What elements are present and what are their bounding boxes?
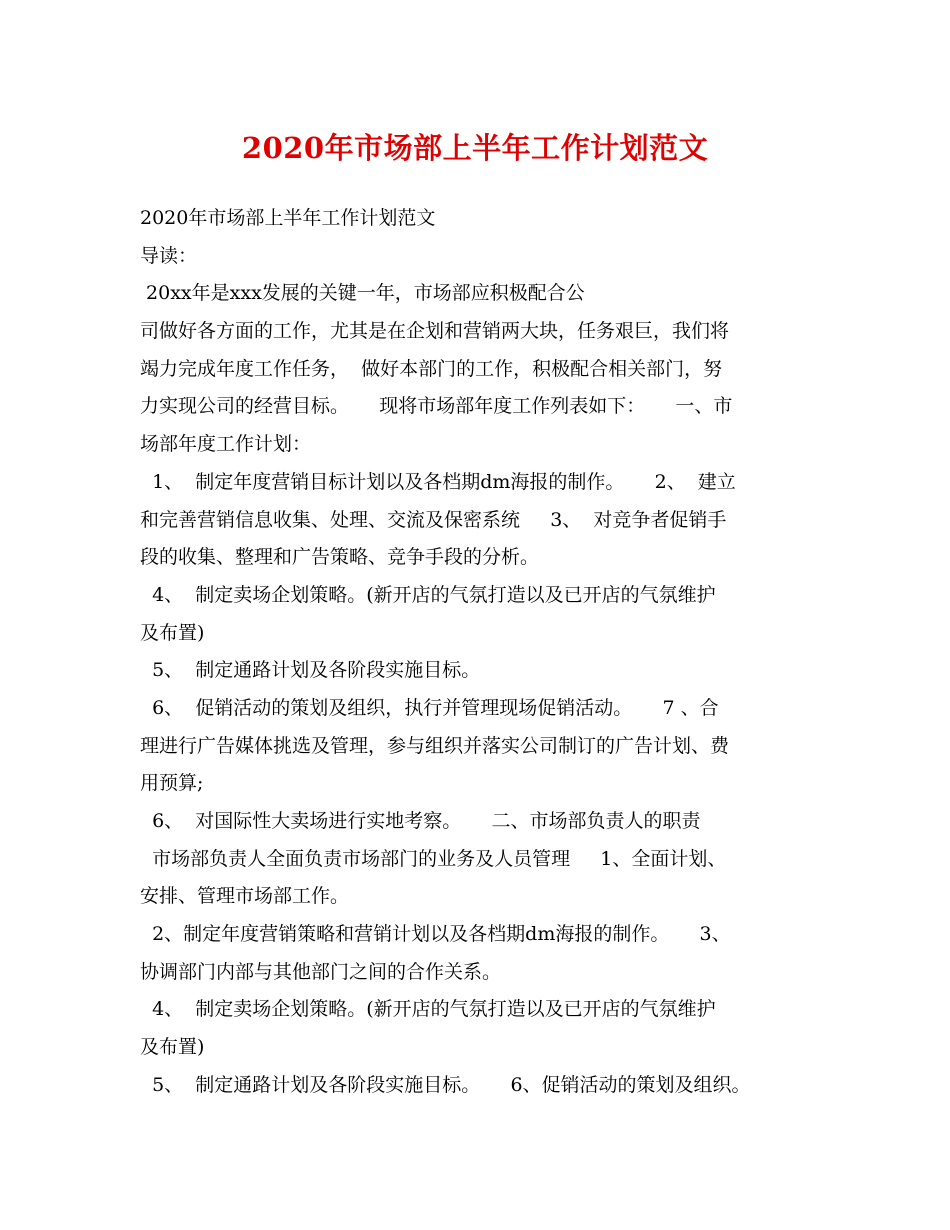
paragraph-line: 竭力完成年度工作任务， 做好本部门的工作，积极配合相关部门，努 [140, 357, 723, 380]
paragraph-line: 5、 制定通路计划及各阶段实施目标。 [140, 659, 481, 682]
paragraph-line: 4、 制定卖场企划策略。(新开店的气氛打造以及已开店的气氛维护 [140, 583, 716, 606]
paragraph-line: 20xx年是xxx发展的关键一年，市场部应积极配合公 [140, 282, 585, 305]
paragraph-line: 6、 对国际性大卖场进行实地考察。 二、市场部负责人的职责 [140, 810, 701, 832]
document-body [140, 200, 820, 1105]
paragraph-line: 2020年市场部上半年工作计划范文 [140, 207, 436, 229]
paragraph-line: 4、 制定卖场企划策略。(新开店的气氛打造以及已开店的气氛维护 [140, 998, 716, 1021]
paragraph-line: 协调部门内部与其他部门之间的合作关系。 [140, 960, 502, 983]
paragraph-line: 段的收集、整理和广告策略、竞争手段的分析。 [140, 546, 540, 569]
paragraph-line: 1、 制定年度营销目标计划以及各档期dm海报的制作。 2、 建立 [140, 470, 736, 493]
paragraph-line: 理进行广告媒体挑选及管理，参与组织并落实公司制订的广告计划、费 [140, 734, 730, 757]
paragraph-line: 司做好各方面的工作，尤其是在企划和营销两大块，任务艰巨，我们将 [140, 320, 730, 343]
document-title: 2020年市场部上半年工作计划范文 [241, 131, 709, 165]
paragraph-line: 安排、管理市场部工作。 [140, 885, 350, 908]
paragraph-line: 5、 制定通路计划及各阶段实施目标。 6、促销活动的策划及组织。 [140, 1073, 751, 1096]
paragraph-line: 和完善营销信息收集、处理、交流及保密系统 3、 对竞争者促销手 [140, 508, 727, 531]
paragraph-line: 及布置) [140, 621, 205, 644]
paragraph-line: 2、制定年度营销策略和营销计划以及各档期dm海报的制作。 3、 [140, 923, 731, 946]
paragraph-line: 导读： [140, 244, 198, 267]
paragraph-line: 及布置) [140, 1036, 205, 1059]
paragraph-line: 市场部负责人全面负责市场部门的业务及人员管理 1、全面计划、 [140, 847, 727, 870]
paragraph-line: 6、 促销活动的策划及组织，执行并管理现场促销活动。 7 、合 [140, 696, 719, 719]
paragraph-line: 场部年度工作计划： [140, 433, 312, 456]
paragraph-line: 用预算; [140, 772, 204, 795]
paragraph-line: 力实现公司的经营目标。 现将市场部年度工作列表如下： 一、市 [140, 395, 733, 418]
